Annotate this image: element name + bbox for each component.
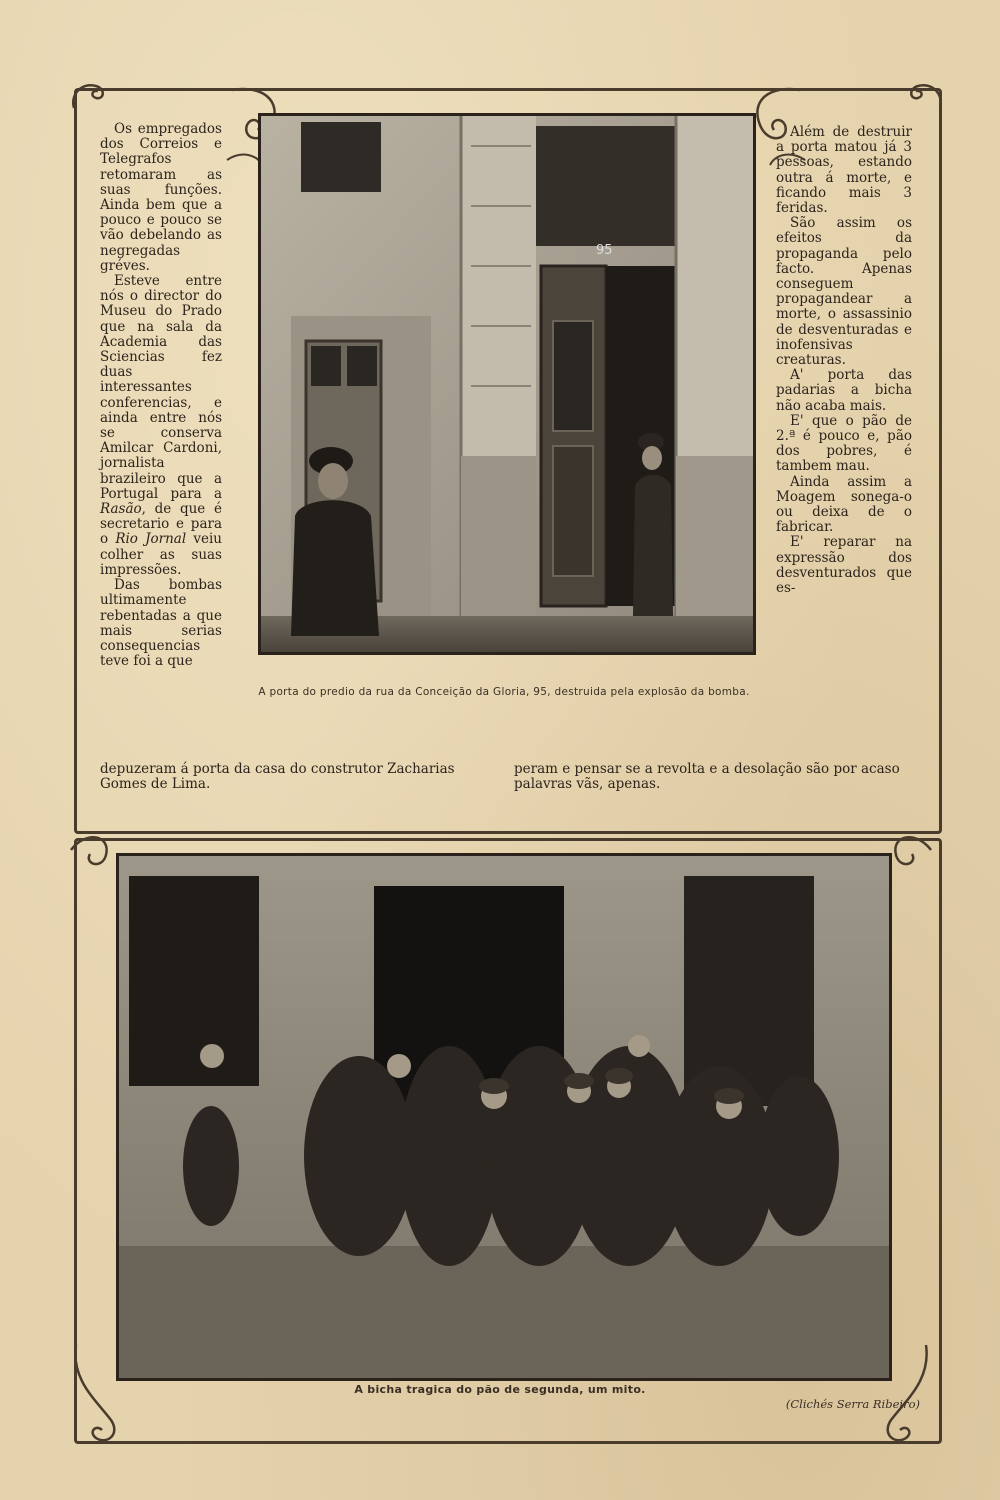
left-paragraph-2-text: Esteve entre nós o director do Museu do Prado que na sala da Academia das Sciencias fez duas interessantes conferencias, e ainda entre nós se conserva Amilcar Cardoni, jornalista brazileiro que a Portugal para a [100, 273, 222, 502]
bottom-text-right: peram e pensar se a revolta e a desolação são por acaso palavras vãs, apenas. [514, 761, 900, 793]
left-paragraph-2-mid: , de que é secretario e para o [100, 501, 222, 548]
bread-line-photo-drawing [119, 856, 889, 1378]
corner-flourish-icon [66, 76, 116, 116]
corner-flourish-icon [898, 76, 948, 116]
right-column-text [776, 125, 912, 596]
bombed-door-photo-drawing [261, 116, 753, 652]
right-paragraph-1: Além de destruir a porta matou já 3 pessoas, estando outra á morte, e ficando mais 3 feridas. [776, 124, 912, 217]
rasao-title: Rasão [100, 501, 142, 518]
left-column-text [100, 122, 222, 669]
left-paragraph-3: Das bombas ultimamente rebentadas a que mais serias consequencias teve foi a que [100, 577, 222, 670]
top-photo-caption: A porta do predio da rua da Conceição da Gloria, 95, destruida pela explosão da bomba. [258, 686, 750, 698]
left-paragraph-1: Os empregados dos Correios e Telegrafos retomaram as suas funções. Ainda bem que a pouco e pouco se vão debelando as negregadas gréves. [100, 121, 222, 274]
photo-credit: (Clichés Serra Ribeiro) [785, 1397, 920, 1411]
bombed-door-photo [258, 113, 756, 655]
right-paragraph-3: A' porta das padarias a bicha não acaba mais. [776, 367, 912, 414]
bottom-photo-caption: A bicha tragica do pão de segunda, um mito. [354, 1383, 646, 1396]
rio-jornal-title: Rio Jornal [115, 531, 187, 548]
right-paragraph-2: São assim os efeitos da propaganda pelo facto. Apenas conseguem propagandear a morte, o assassinio de desventuradas e inofensivas creaturas. [776, 215, 912, 369]
bread-line-photo [116, 853, 892, 1381]
bottom-text-left: depuzeram á porta da casa do construtor Zacharias Gomes de Lima. [100, 761, 455, 793]
door-number: 95 [596, 243, 613, 258]
right-paragraph-4: E' que o pão de 2.ª é pouco e, pão dos pobres, é tambem mau. [776, 412, 912, 475]
left-paragraph-2 [100, 274, 222, 578]
right-paragraph-6: E' reparar na expressão dos desventurados que es- [776, 534, 912, 597]
left-paragraph-2-end: veiu colher as suas impressões. [100, 531, 222, 578]
right-paragraph-5: Ainda assim a Moagem sonega-o ou deixa de o fabricar. [776, 473, 912, 536]
